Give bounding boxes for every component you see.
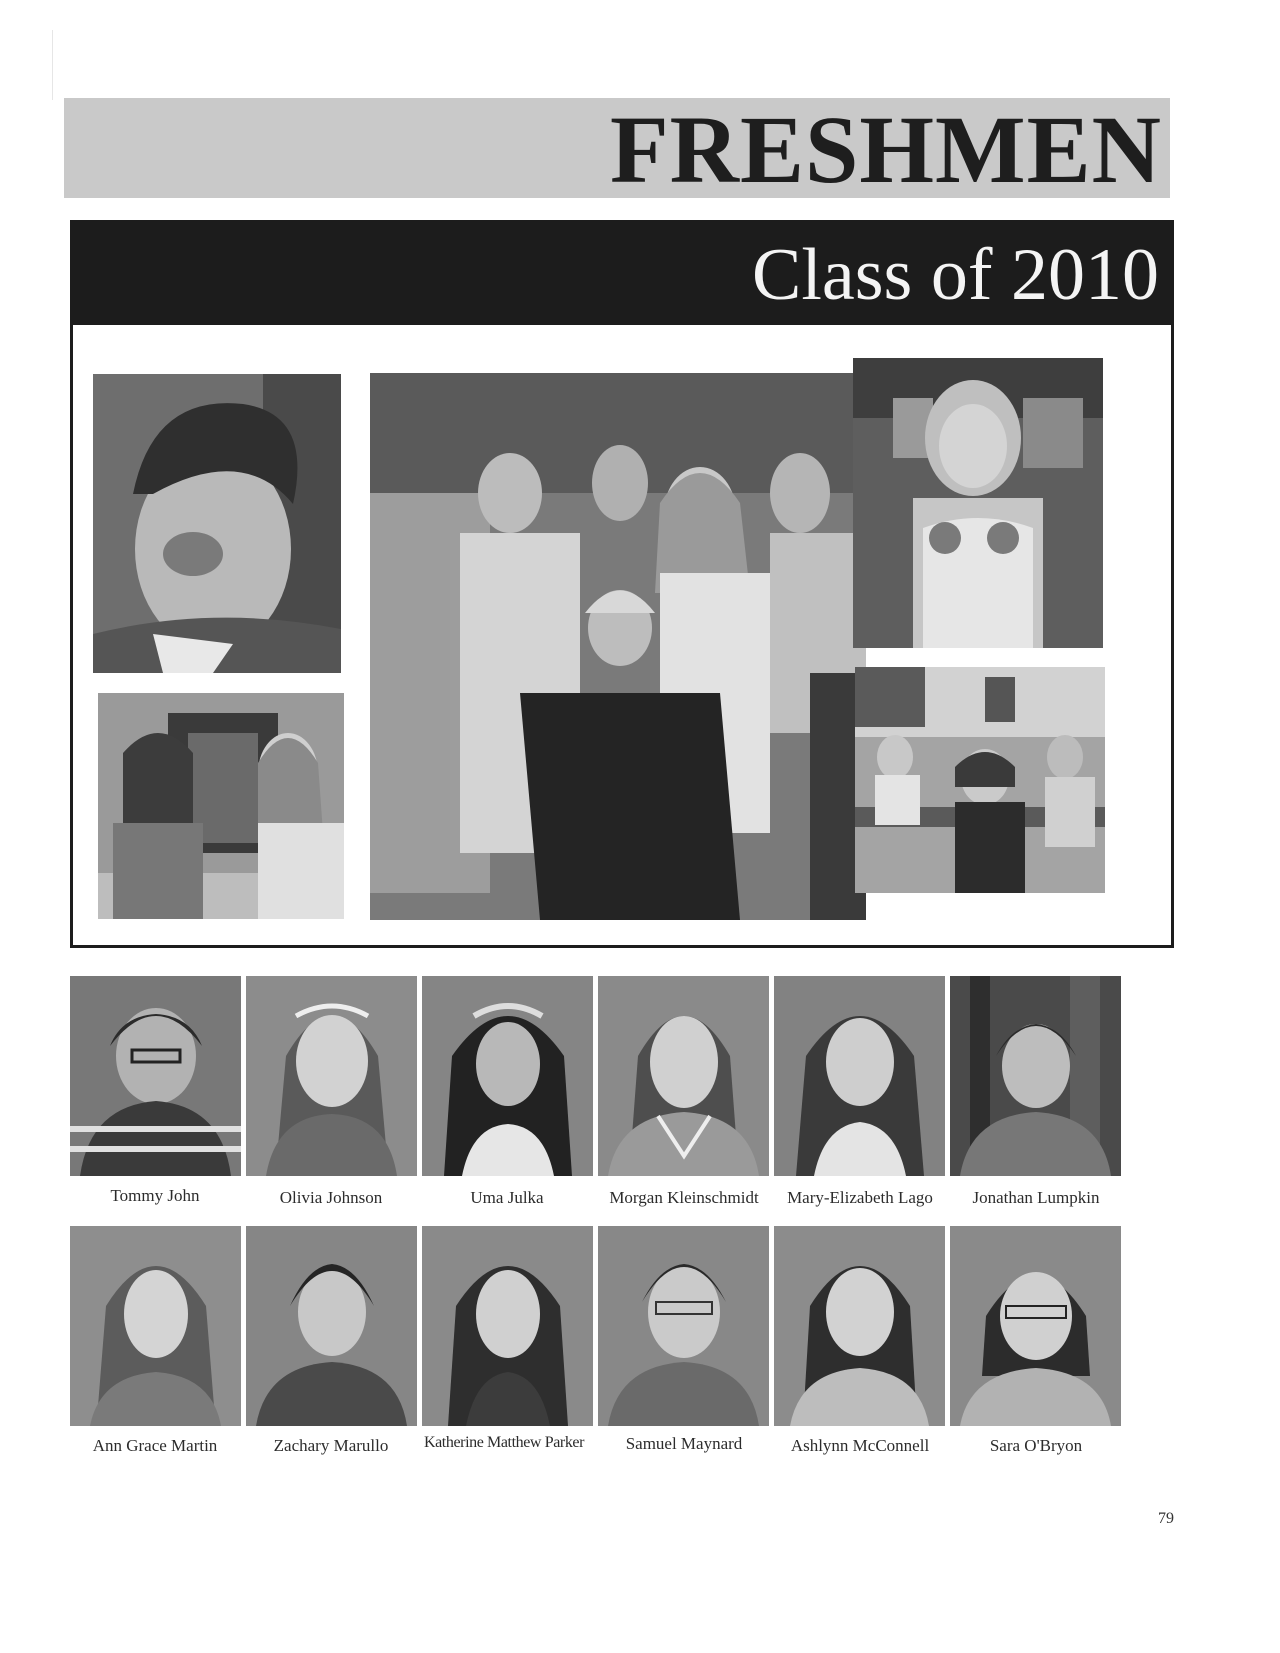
portrait-photo bbox=[598, 1226, 769, 1426]
student-name: Morgan Kleinschmidt bbox=[609, 1188, 759, 1207]
collage-photo-costume-girl bbox=[853, 358, 1103, 648]
portrait-photo bbox=[246, 976, 417, 1176]
page-number: 79 bbox=[1158, 1510, 1174, 1527]
portrait-photo bbox=[422, 1226, 593, 1426]
student-name: Samuel Maynard bbox=[625, 1434, 743, 1453]
student-name: Olivia Johnson bbox=[279, 1188, 383, 1207]
margin-mark bbox=[52, 30, 53, 100]
collage-photo-two-girls-hallway bbox=[98, 693, 344, 919]
student-name: Ashlynn McConnell bbox=[790, 1436, 930, 1455]
portrait-photo bbox=[774, 976, 945, 1176]
portrait-photo bbox=[774, 1226, 945, 1426]
portrait-photo bbox=[598, 976, 769, 1176]
student-name: Sara O'Bryon bbox=[989, 1436, 1083, 1455]
student-name: Zachary Marullo bbox=[273, 1436, 389, 1455]
title-band bbox=[64, 96, 1170, 203]
student-name: Mary-Elizabeth Lago bbox=[787, 1188, 933, 1207]
page-title: FRESHMEN bbox=[609, 96, 1162, 203]
portrait-photo bbox=[246, 1226, 417, 1426]
student-name: Tommy John bbox=[110, 1186, 200, 1205]
portrait-photo bbox=[70, 1226, 241, 1426]
student-name: Uma Julka bbox=[470, 1188, 544, 1207]
portrait-photo bbox=[950, 976, 1121, 1176]
portrait-photo bbox=[70, 976, 241, 1176]
collage-photo-crowd bbox=[370, 373, 866, 920]
portrait-photo bbox=[422, 976, 593, 1176]
student-name: Ann Grace Martin bbox=[92, 1436, 218, 1455]
portrait-photo bbox=[950, 1226, 1121, 1426]
class-subtitle: Class of 2010 bbox=[752, 234, 1159, 316]
student-name: Jonathan Lumpkin bbox=[972, 1188, 1100, 1207]
student-name: Katherine Matthew Parker bbox=[423, 1434, 585, 1451]
collage-photo-cafeteria bbox=[855, 667, 1105, 893]
class-banner bbox=[73, 223, 1171, 325]
collage-frame bbox=[70, 220, 1174, 948]
collage-photo-painted-face-boy bbox=[93, 374, 341, 673]
